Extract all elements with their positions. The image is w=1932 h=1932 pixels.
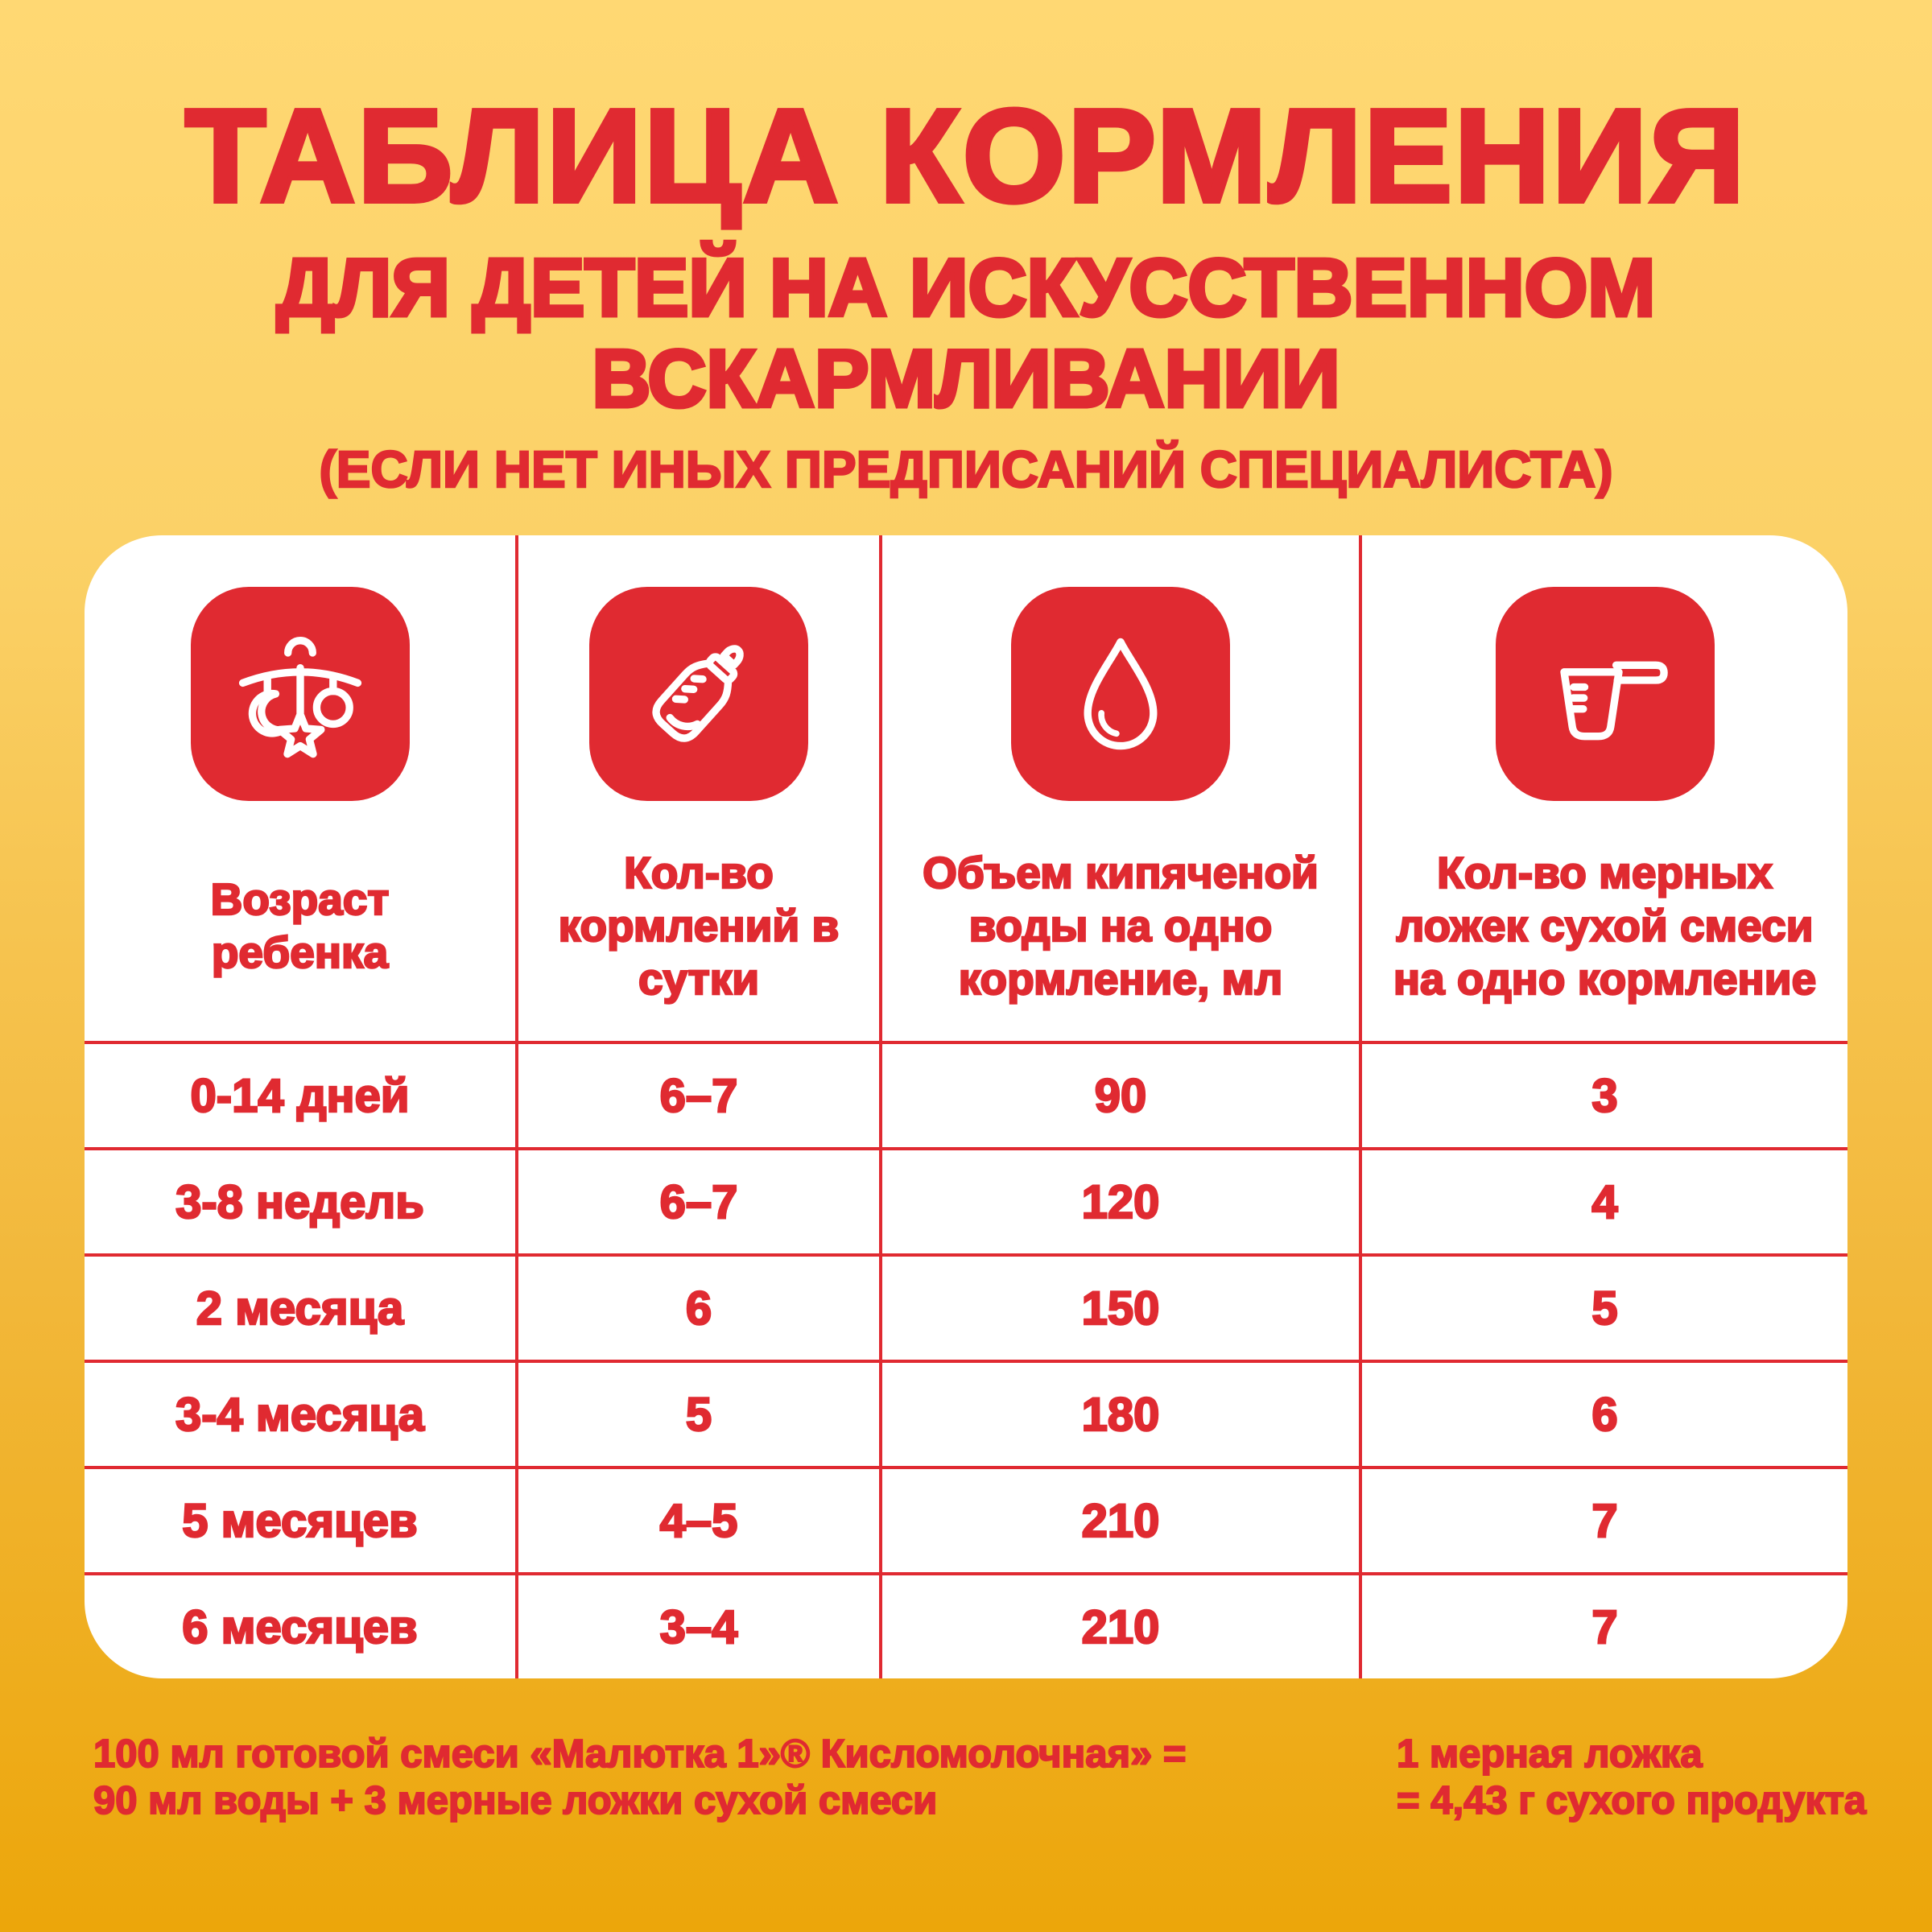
feedings-cell: 6–7 <box>518 1041 879 1147</box>
table-column-age <box>85 535 518 1678</box>
page-subtitle <box>0 243 1932 425</box>
page-title: ТАБЛИЦА КОРМЛЕНИЯ <box>185 82 1747 229</box>
column-label-age: Возраст ребенка <box>210 874 390 977</box>
column-header-feedings <box>518 535 879 1041</box>
scoops-cell: 3 <box>1362 1041 1847 1147</box>
feedings-cell: 6 <box>518 1253 879 1360</box>
age-cell: 0-14 дней <box>85 1041 515 1147</box>
scoops-cell: 4 <box>1362 1147 1847 1253</box>
table-column-scoops <box>1362 535 1847 1678</box>
age-cell: 6 месяцев <box>85 1572 515 1678</box>
water-cell: 210 <box>882 1466 1359 1572</box>
footnote-scoop-weight <box>1397 1731 1866 1824</box>
column-label-water: Объем кипяченой воды на одно кормление, мл <box>923 848 1319 1004</box>
footnote-mix-ratio-line-1: 100 мл готовой смеси «Малютка 1»® Кисломолочная» = <box>93 1732 1187 1776</box>
subtitle-line-2: ВСКАРМЛИВАНИИ <box>592 334 1340 424</box>
column-label-scoops: Кол-во мерных ложек сухой смеси на одно кормление <box>1393 848 1817 1004</box>
age-cell: 3-8 недель <box>85 1147 515 1253</box>
water-cell: 90 <box>882 1041 1359 1147</box>
water-cell: 180 <box>882 1360 1359 1466</box>
footnote-mix-ratio <box>93 1731 1187 1824</box>
scoops-cell: 5 <box>1362 1253 1847 1360</box>
water-cell: 120 <box>882 1147 1359 1253</box>
footnote-scoop-weight-line-2: = 4,43 г сухого продукта <box>1397 1779 1867 1823</box>
measuring-scoop-icon <box>1496 587 1715 801</box>
subtitle-line-1: ДЛЯ ДЕТЕЙ НА ИСКУССТВЕННОМ <box>276 243 1656 333</box>
column-label-feedings: Кол-во кормлений в сутки <box>558 848 840 1004</box>
age-cell: 5 месяцев <box>85 1466 515 1572</box>
feedings-cell: 3–4 <box>518 1572 879 1678</box>
feeding-table <box>85 535 1847 1678</box>
baby-mobile-icon <box>191 587 410 801</box>
water-drop-icon <box>1011 587 1230 801</box>
scoops-cell: 7 <box>1362 1572 1847 1678</box>
table-column-feedings <box>518 535 882 1678</box>
feedings-cell: 5 <box>518 1360 879 1466</box>
baby-bottle-icon <box>589 587 808 801</box>
water-cell: 150 <box>882 1253 1359 1360</box>
feedings-cell: 6–7 <box>518 1147 879 1253</box>
age-cell: 2 месяца <box>85 1253 515 1360</box>
scoops-cell: 6 <box>1362 1360 1847 1466</box>
water-cell: 210 <box>882 1572 1359 1678</box>
table-column-water <box>882 535 1362 1678</box>
column-header-scoops <box>1362 535 1847 1041</box>
column-header-age <box>85 535 515 1041</box>
footnote-mix-ratio-line-2: 90 мл воды + 3 мерные ложки сухой смеси <box>93 1779 938 1823</box>
column-header-water <box>882 535 1359 1041</box>
scoops-cell: 7 <box>1362 1466 1847 1572</box>
feedings-cell: 4–5 <box>518 1466 879 1572</box>
subtitle-parenthetical: (ЕСЛИ НЕТ ИНЫХ ПРЕДПИСАНИЙ СПЕЦИАЛИСТА) <box>319 440 1613 498</box>
age-cell: 3-4 месяца <box>85 1360 515 1466</box>
footnote-scoop-weight-line-1: 1 мерная ложка <box>1397 1732 1703 1776</box>
